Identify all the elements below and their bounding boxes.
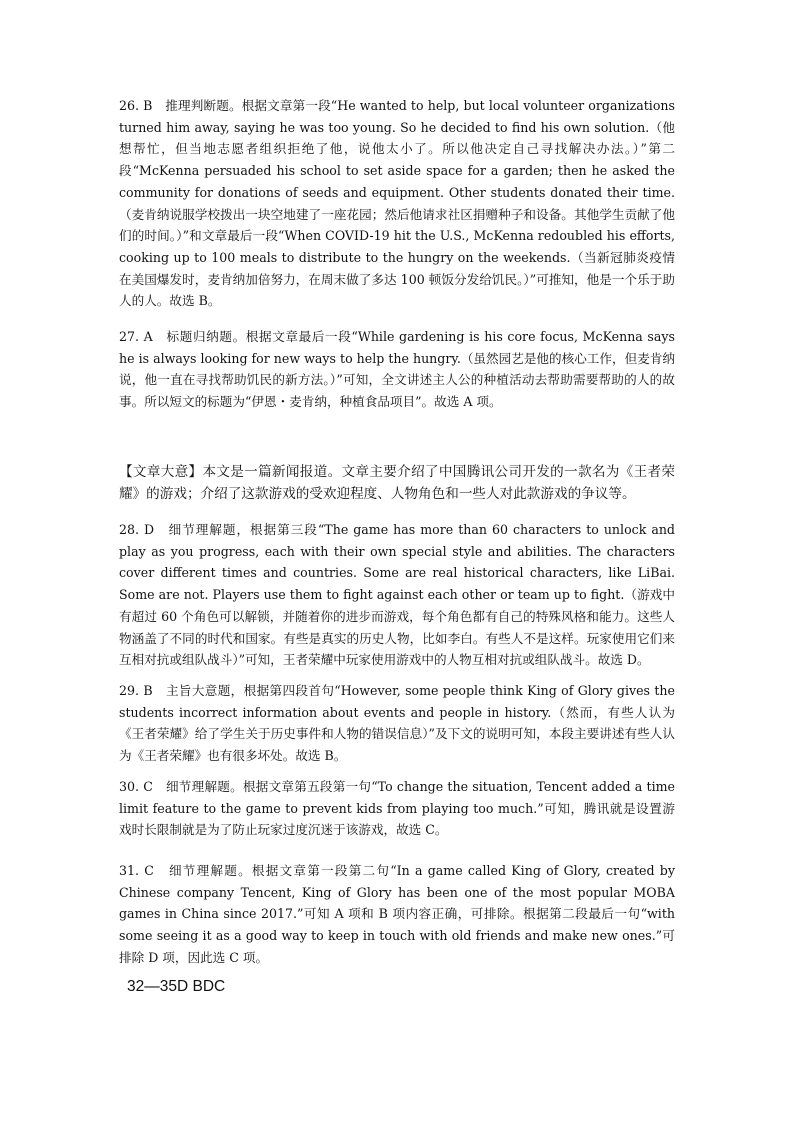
answer-27: 27. A 标题归纳题。根据文章最后一段“While gardening is his core focus, McKenna says he is always looking for new ways to help the hungry.（虽然园艺是他的核心工作，但麦肯纳说，他一直在寻找帮助饥民的新方法。）”可知，全文讲述主人公的种植活动去帮助需要帮助的人的故事。所以短文的标题为“伊恩・麦肯纳，种植食品项目”。故选 A 项。 — [119, 329, 675, 410]
answer-29: 29. B 主旨大意题，根据第四段首句“However, some people think King of Glory gives the students incorrect information about events and people in history.（然而，有些人认为《王者荣耀》给了学生关于历史事件和人物的错误信息）”及下文的说明可知，本段主要讲述有些人认为《王者荣耀》也有很多坏处。故选 B。 — [119, 683, 675, 764]
answer-31: 31. C 细节理解题。根据文章第一段第二句“In a game called King of Glory, created by Chinese company Tencent, King of Glory has been one of the most popular MOBA games in China since 2017.”可知 A 项和 B 项内容正确，可排除。根据第二段最后一句“with some seeing it as a good way to keep in touch with old friends and make new ones.”可排除 D 项，因此选 C 项。 — [119, 863, 675, 965]
answer-28: 28. D 细节理解题，根据第三段“The game has more than 60 characters to unlock and play as you progress, each with their own special style and abilities. The characters cover different times and countries. Some are real historical characters, like LiBai. Some are not. Players use them to fight against each other or team up to fight.（游戏中有超过 60 个角色可以解锁，并随着你的进步而游戏，每个角色都有自己的特殊风格和能力。这些人物涵盖了不同的时代和国家。有些是真实的历史人物，比如李白。有些人不是这样。玩家使用它们来互相对抗或组队战斗）”可知，王者荣耀中玩家使用游戏中的人物互相对抗或组队战斗。故选 D。 — [119, 522, 675, 668]
answer-30: 30. C 细节理解题。根据文章第五段第一句“To change the situation, Tencent added a time limit feature to the game to prevent kids from playing too much.”可知，腾讯就是设置游戏时长限制就是为了防止玩家过度沉迷于该游戏，故选 C。 — [119, 779, 675, 838]
answer-32-35: 32—35D BDC — [127, 978, 226, 995]
article-summary: 【文章大意】本文是一篇新闻报道。文章主要介绍了中国腾讯公司开发的一款名为《王者荣耀》的游戏；介绍了这款游戏的受欢迎程度、人物角色和一些人对此款游戏的争议等。 — [119, 464, 675, 502]
answer-26: 26. B 推理判断题。根据文章第一段“He wanted to help, but local volunteer organizations turned him away, saying he was too young. So he decided to find his own solution.（他想帮忙，但当地志愿者组织拒绝了他，说他太小了。所以他决定自己寻找解决办法。）”第二段“McKenna persuaded his school to set aside space for a garden; then he asked the community for donations of seeds and equipment. Other students donated their time.（麦肯纳说服学校拨出一块空地建了一座花园；然后他请求社区捐赠种子和设备。其他学生贡献了他们的时间。）”和文章最后一段“When COVID-19 hit the U.S., McKenna redoubled his efforts, cooking up to 100 meals to distribute to the hungry on the weekends.（当新冠肺炎疫情在美国爆发时，麦肯纳加倍努力，在周末做了多达 100 顿饭分发给饥民。）”可推知，他是一个乐于助人的人。故选 B。 — [119, 98, 675, 309]
